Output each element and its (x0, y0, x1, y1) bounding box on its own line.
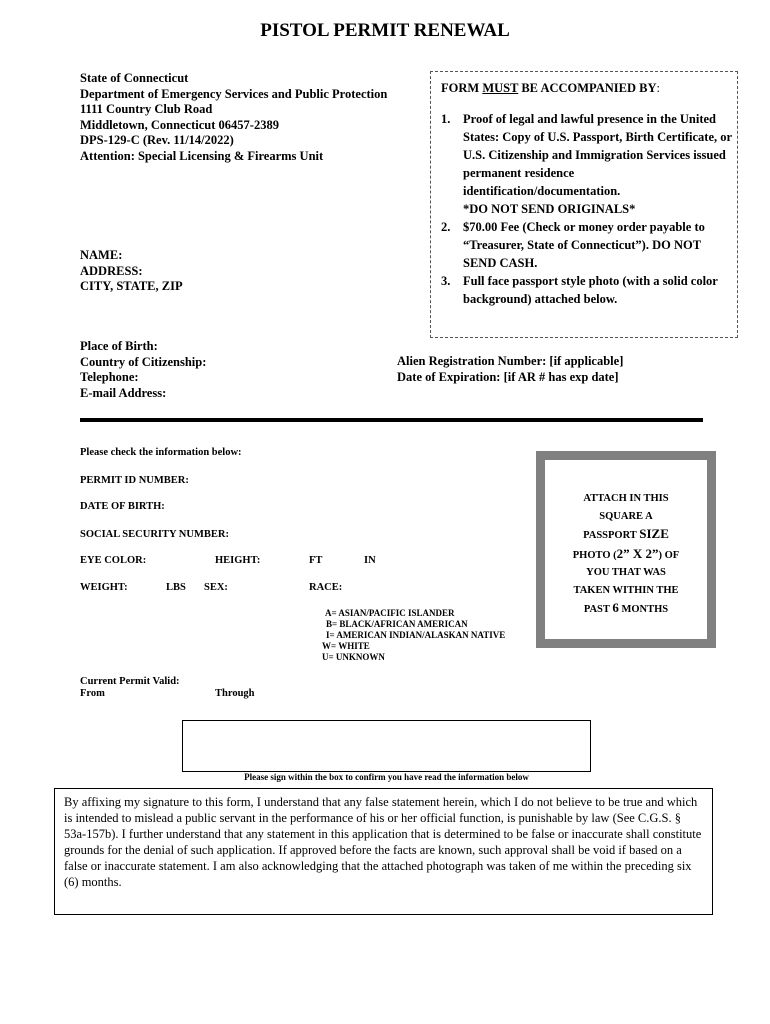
photo-line-3b: SIZE (639, 526, 669, 541)
citizenship-label: Country of Citizenship: (80, 354, 207, 369)
requirements-heading (441, 81, 660, 96)
requirements-list (441, 110, 733, 308)
race-code-asian: A= ASIAN/PACIFIC ISLANDER (325, 608, 455, 618)
agency-state: State of Connecticut (80, 71, 189, 85)
photo-line-7a: PAST (583, 604, 613, 615)
details-block (80, 339, 206, 401)
requirement-number: 2. (441, 220, 451, 234)
requirements-heading-colon: : (656, 81, 661, 95)
name-label: NAME: (80, 248, 123, 262)
ssn-label: SOCIAL SECURITY NUMBER: (80, 529, 229, 540)
city-state-zip-label: CITY, STATE, ZIP (80, 279, 183, 293)
photo-line-4a: PHOTO ( (572, 549, 617, 561)
photo-line-1: ATTACH IN THIS (583, 493, 669, 504)
sex-label: SEX: (204, 582, 228, 593)
requirements-box (430, 71, 738, 338)
photo-line-4c: ) OF (658, 549, 680, 561)
alien-registration-label: Alien Registration Number: [if applicable] (397, 354, 624, 368)
agency-attention: Attention: Special Licensing & Firearms Unit (80, 148, 324, 163)
photo-instructions (545, 490, 707, 619)
requirement-text-wrap (463, 110, 733, 218)
agency-city: Middletown, Connecticut 06457-2389 (80, 117, 279, 132)
race-code-white: W= WHITE (322, 641, 370, 651)
signature-box[interactable] (182, 720, 591, 772)
race-code-unknown: U= UNKNOWN (322, 652, 385, 662)
photo-line-4 (545, 545, 707, 565)
race-legend (322, 608, 505, 663)
signature-note: Please sign within the box to confirm you have read the information below (244, 772, 529, 782)
photo-line-7b: 6 (612, 600, 619, 615)
valid-from-label: From (80, 688, 105, 699)
permit-valid-label: Current Permit Valid: (80, 676, 180, 687)
requirement-number: 1. (441, 112, 451, 126)
photo-line-6: TAKEN WITHIN THE (573, 584, 679, 596)
photo-line-3 (545, 525, 707, 545)
photo-line-3a: PASSPORT (583, 530, 640, 541)
race-label: RACE: (309, 582, 343, 593)
weight-lbs-label: LBS (166, 582, 186, 593)
address-label: ADDRESS: (80, 263, 143, 278)
requirement-item (441, 218, 733, 272)
photo-line-7 (545, 599, 707, 619)
height-label: HEIGHT: (215, 555, 261, 566)
race-code-native: I= AMERICAN INDIAN/ALASKAN NATIVE (326, 630, 506, 640)
attestation-text: By affixing my signature to this form, I understand that any false statement herein, which I do not believe to be true and which is intended to mislead a public servant in the performance of his or her official function, is punishable by law (See C.G.S. § 53a-157b). I further understand that any statement in this application that is determined to be false or inaccurate shall constitute grounds for the denial of such application. If approved before the facts are known, such approval shall be void if based on a false or inaccurate statement. I am also acknowledging that the attached photograph was taken of me within the preceding six (6) months. (54, 788, 713, 915)
email-label: E-mail Address: (80, 385, 167, 400)
requirement-number: 3. (441, 274, 451, 288)
agency-department: Department of Emergency Services and Public Protection (80, 86, 388, 101)
eye-color-label: EYE COLOR: (80, 555, 147, 566)
check-heading: Please check the information below: (80, 447, 242, 458)
place-of-birth-label: Place of Birth: (80, 339, 158, 353)
height-in-label: IN (364, 555, 376, 566)
applicant-block (80, 248, 183, 295)
weight-label: WEIGHT: (80, 582, 128, 593)
requirement-item (441, 110, 733, 218)
race-code-black: B= BLACK/AFRICAN AMERICAN (326, 619, 468, 629)
requirement-text: $70.00 Fee (Check or money order payable to “Treasurer, State of Connecticut”). DO NOT SEND CASH. (463, 220, 705, 270)
height-ft-label: FT (309, 555, 323, 566)
permit-id-label: PERMIT ID NUMBER: (80, 475, 189, 486)
photo-line-5: YOU THAT WAS (586, 567, 666, 578)
expiration-label: Date of Expiration: [if AR # has exp date] (397, 369, 619, 384)
requirement-item (441, 272, 733, 308)
requirement-text: Full face passport style photo (with a solid color background) attached below. (463, 274, 718, 306)
photo-line-4b: 2” X 2” (616, 545, 659, 561)
telephone-label: Telephone: (80, 370, 139, 384)
requirement-note: *DO NOT SEND ORIGINALS* (463, 202, 636, 216)
photo-line-7c: MONTHS (618, 604, 669, 615)
valid-through-label: Through (215, 688, 255, 699)
section-divider (80, 418, 703, 422)
alien-block (397, 354, 623, 385)
date-of-birth-label: DATE OF BIRTH: (80, 501, 165, 512)
agency-address (80, 71, 387, 164)
form-title: PISTOL PERMIT RENEWAL (260, 20, 510, 41)
agency-street: 1111 Country Club Road (80, 102, 213, 116)
photo-line-2: SQUARE A (599, 510, 653, 522)
requirement-text: Proof of legal and lawful presence in the United States: Copy of U.S. Passport, Birth Certificate, or U.S. Citizenship and Immigration Services issued permanent residence identification/documentation. (463, 112, 732, 198)
requirements-heading-post: BE ACCOMPANIED BY (518, 81, 657, 95)
requirements-heading-pre: FORM (441, 81, 483, 95)
requirements-heading-must: MUST (482, 81, 519, 95)
photo-attach-box[interactable] (536, 451, 716, 648)
form-id: DPS-129-C (Rev. 11/14/2022) (80, 133, 234, 147)
